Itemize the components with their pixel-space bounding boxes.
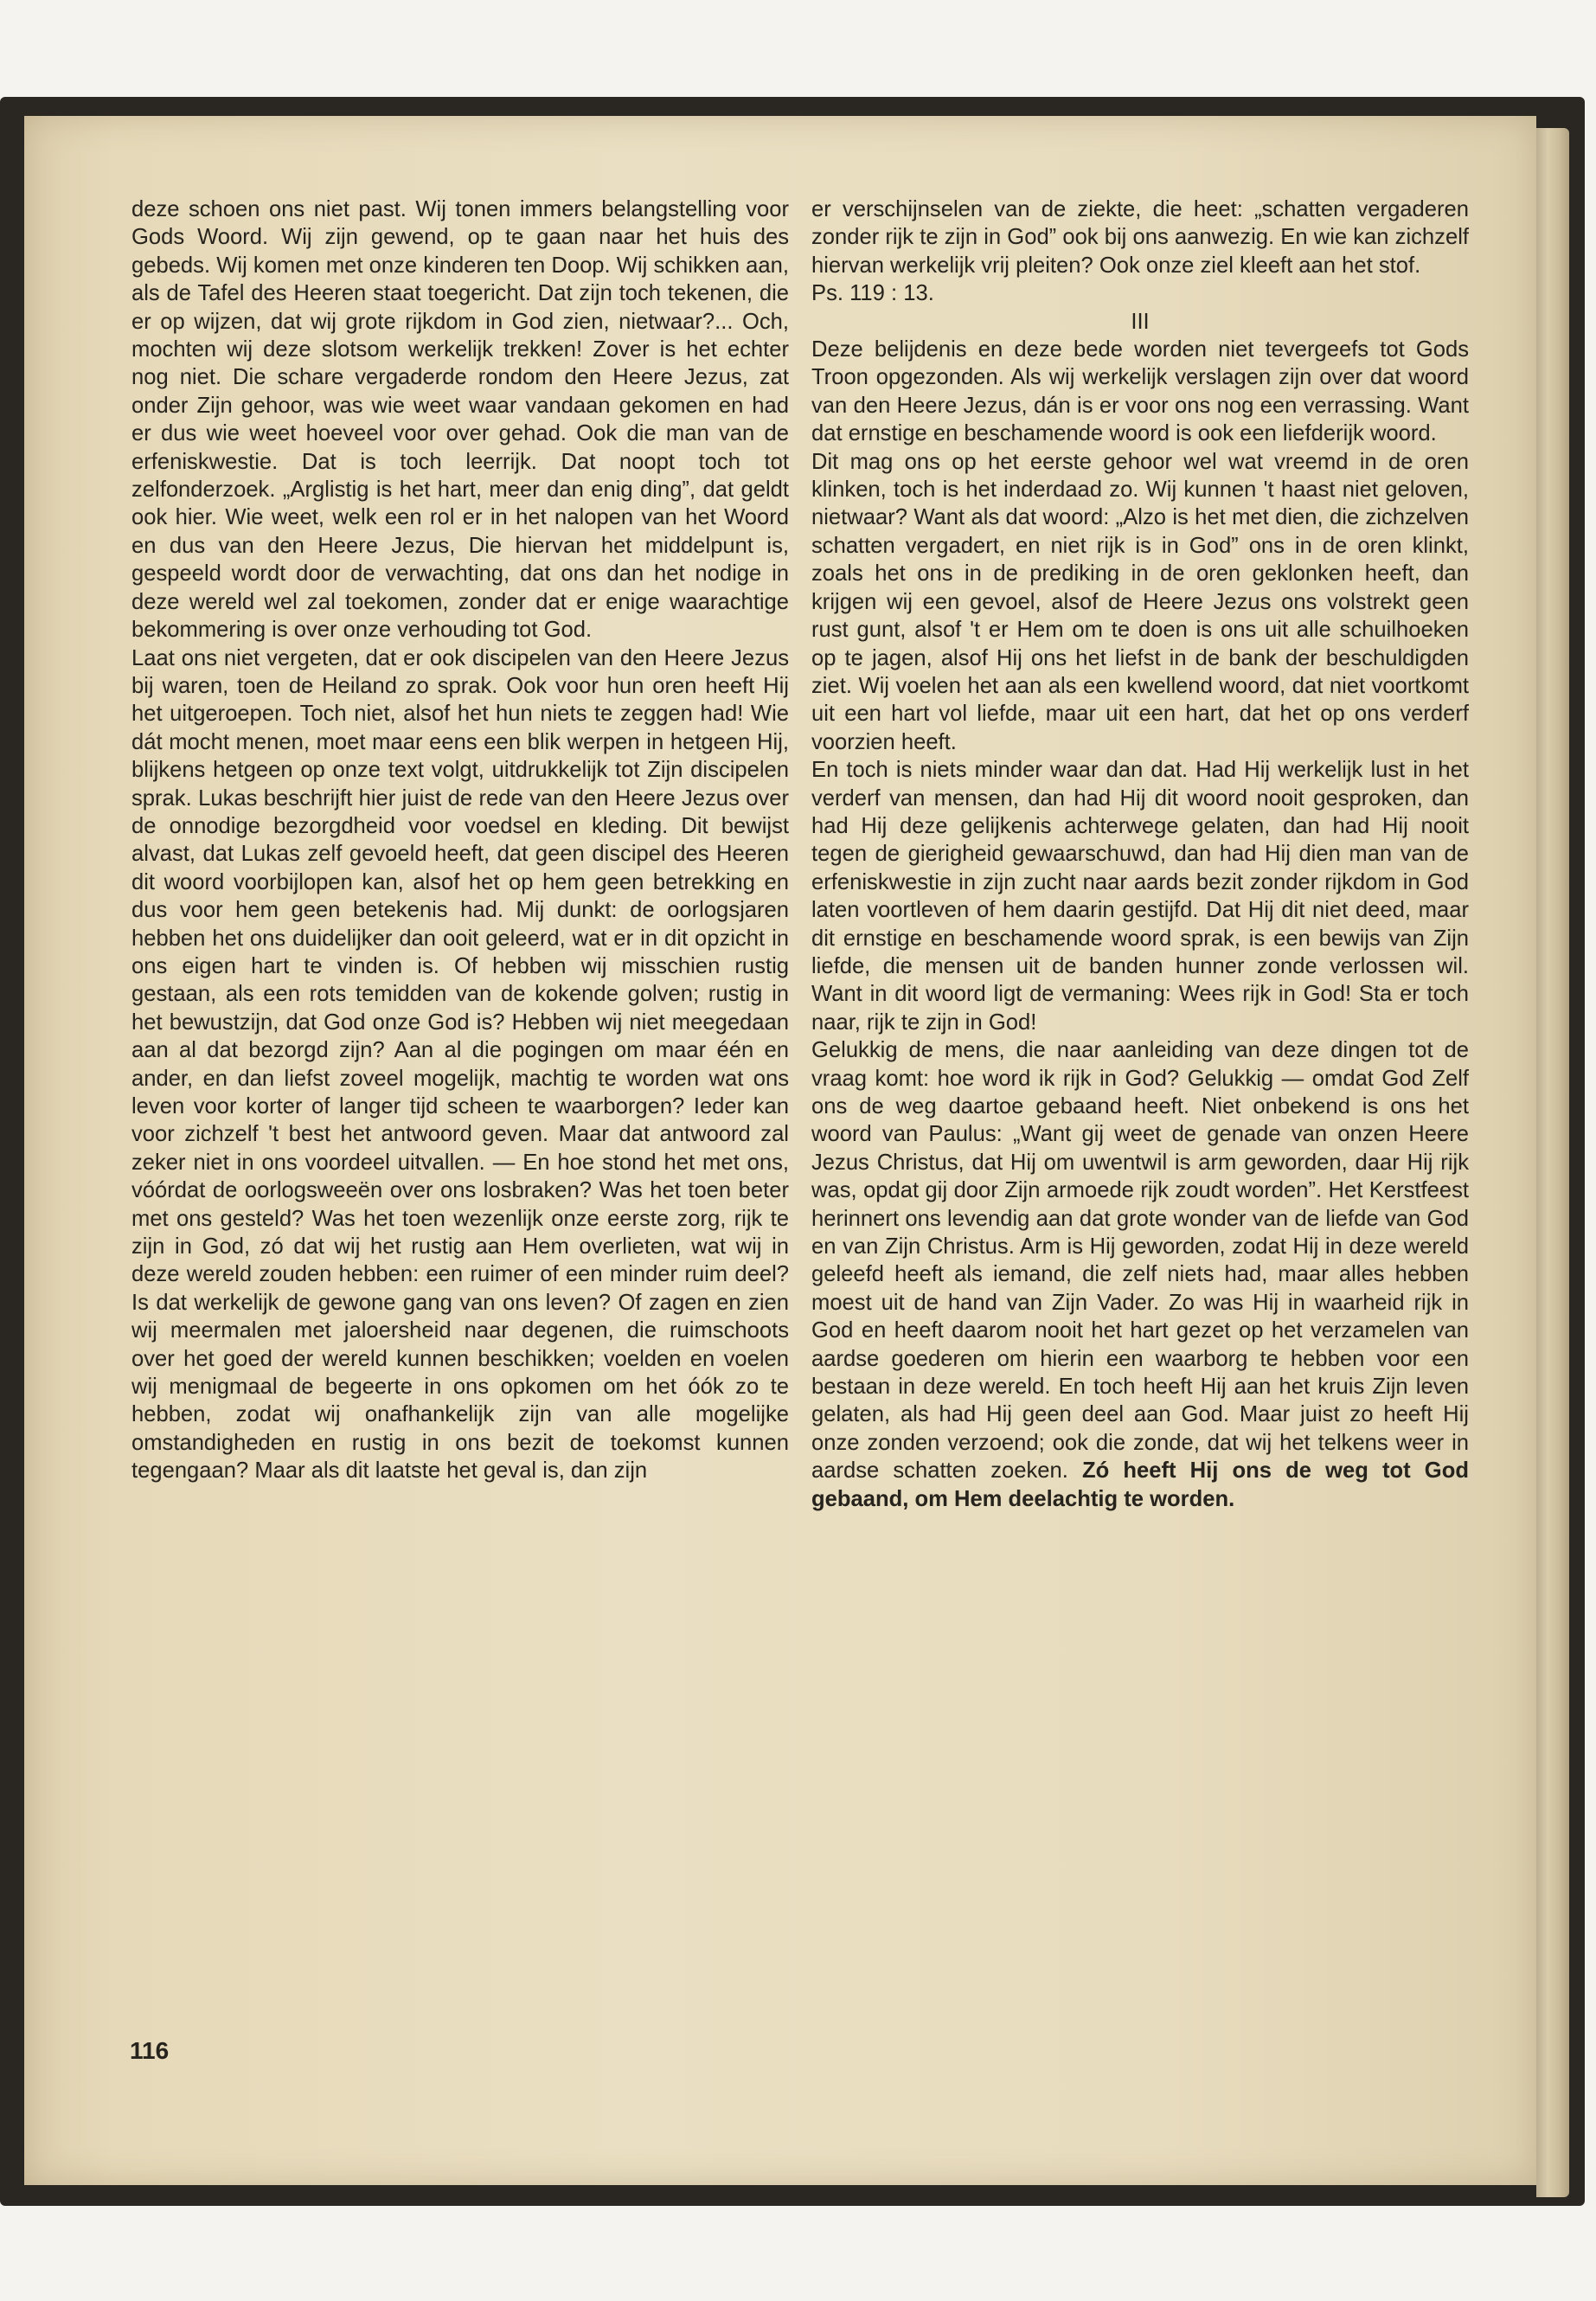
right-intro-text: er verschijnselen van de ziekte, die heet: „schatten vergaderen zonder rijk te zijn in God” ook bij ons aanwezig. En wie kan zichzelf hiervan werkelijk vrij pleiten? Ook onze ziel kleeft aan het stof.	[811, 197, 1469, 278]
right-paragraph-4: Gelukkig de mens, die naar aanleiding van deze dingen tot de vraag komt: hoe word ik rijk in God? Gelukkig — omdat God Zelf ons de weg daartoe gebaand heeft. Niet onbekend is ons het woord van Paulus: „Want gij weet de genade van onzen Heere Jezus Christus, dat Hij om uwentwil is arm geworden, daar Hij rijk was, opdat gij door Zijn armoede rijk zoudt worden”. Het Kerstfeest herinnert ons levendig aan dat grote wonder van de liefde van God en van Zijn Christus. Arm is Hij geworden, zodat Hij in deze wereld geleefd heeft als iemand, die zelf niets had, maar alles hebben moest uit de hand van Zijn Vader. Zo was Hij in waarheid rijk in God en heeft daarom nooit het hart gezet op het verzamelen van aardse goederen om hierin een waarborg te hebben voor een bestaan in deze wereld. En toch heeft Hij aan het kruis Zijn leven gelaten, als had Hij geen deel aan God. Maar juist zo heeft Hij onze zonden verzoend; ook die zonde, dat wij het telkens weer in aardse schatten zoeken.	[811, 1038, 1469, 1484]
left-paragraph-1: deze schoen ons niet past. Wij tonen immers belangstelling voor Gods Woord. Wij zijn gewend, op te gaan naar het huis des gebeds. Wij komen met onze kinderen ten Doop. Wij schikken aan, als de Tafel des Heeren staat toegericht. Dat zijn toch tekenen, die er op wijzen, dat wij grote rijkdom in God zien, nietwaar?... Och, mochten wij deze slotsom werkelijk trekken! Zover is het echter nog niet. Die schare vergaderde rondom den Heere Jezus, zat onder Zijn gehoor, was wie weet waar vandaan gekomen en had er dus wie weet hoeveel voor over gehad. Ook die man van de erfeniskwestie. Dat is toch leerrijk. Dat noopt toch tot zelfonderzoek. „Arglistig is het hart, meer dan enig ding”, dat geldt ook hier. Wie weet, welk een rol er in het nalopen van het Woord en dus van den Heere Jezus, Die hiervan het middelpunt is, gespeeld wordt door de verwachting, dat ons dan het nodige in deze wereld wel zal toekomen, zonder dat er enige waarachtige bekommering is over onze verhouding tot God.	[131, 197, 789, 643]
right-paragraph-4-container	[811, 1036, 1469, 1513]
right-text-column	[811, 195, 1469, 1513]
left-text-column	[131, 195, 789, 1485]
closing-bold-sentence: Zó heeft Hij ons de weg tot God gebaand, om Hem deelachtig te worden.	[811, 1458, 1469, 1511]
page-edge-right	[1536, 128, 1569, 2197]
right-paragraph-1: Deze belijdenis en deze bede worden niet tevergeefs tot Gods Troon opgezonden. Als wij werkelijk verslagen zijn over dat woord van den Heere Jezus, dán is er voor ons nog een verrassing. Want dat ernstige en beschamende woord is ook een liefderijk woord.	[811, 337, 1469, 446]
right-paragraph-3: En toch is niets minder waar dan dat. Had Hij werkelijk lust in het verderf van mensen, dan had Hij dit woord nooit gesproken, dan had Hij deze gelijkenis achterwege gelaten, dan had Hij nooit tegen de gierigheid gewaarschuwd, dan had Hij dien man van de erfeniskwestie in zijn zucht naar aards bezit zonder rijkdom in God laten voortleven of hem daarin gestijfd. Dat Hij dit niet deed, maar dit ernstige en beschamende woord sprak, is een bewijs van Zijn liefde, die mensen uit de banden hunner zonde verlossen wil. Want in dit woord ligt de vermaning: Wees rijk in God! Sta er toch naar, rijk te zijn in God!	[811, 758, 1469, 1035]
page-number: 116	[130, 2037, 170, 2064]
right-paragraph-2: Dit mag ons op het eerste gehoor wel wat vreemd in de oren klinken, toch is het inderdaad zo. Wij kunnen 't haast niet geloven, nietwaar? Want als dat woord: „Alzo is het met dien, die zichzelven schatten vergadert, en niet rijk is in God” ons in de oren klinkt, zoals het ons in de prediking in de oren geklonken heeft, dan krijgen wij een gevoel, alsof de Heere Jezus ons volstrekt geen rust gunt, alsof 't er Hem om te doen is ons uit alle schuilhoeken op te jagen, alsof Hij ons het liefst in de bank der beschuldigden ziet. Wij voelen het aan als een kwellend woord, dat niet voortkomt uit een hart vol liefde, maar uit een hart, dat het op ons verderf voorzien heeft.	[811, 449, 1469, 754]
right-intro-paragraph	[811, 195, 1469, 308]
section-number-heading: III	[1131, 309, 1150, 334]
psalm-reference: Ps. 119 : 13.	[811, 281, 934, 306]
left-paragraph-2: Laat ons niet vergeten, dat er ook discipelen van den Heere Jezus bij waren, toen de Heiland zo sprak. Ook voor hun oren heeft Hij het uitgeroepen. Toch niet, alsof het hun niets te zeggen had! Wie dát mocht menen, moet maar eens een blik werpen in hetgeen Hij, blijkens hetgeen op onze text volgt, uitdrukkelijk tot Zijn discipelen sprak. Lukas beschrijft hier juist de rede van den Heere Jezus over de onnodige bezorgdheid voor voedsel en kleding. Dit bewijst alvast, dat Lukas zelf gevoeld heeft, dat geen discipel des Heeren dit woord voorbijlopen kan, alsof het op hem geen betrekking en dus voor hem geen betekenis had. Mij dunkt: de oorlogsjaren hebben het ons duidelijker dan ooit geleerd, wat er in dit opzicht in ons eigen hart te vinden is. Of hebben wij misschien rustig gestaan, als een rots temidden van de kokende golven; rustig in het bewustzijn, dat God onze God is? Hebben wij niet meegedaan aan al dat bezorgd zijn? Aan al die pogingen om maar één en ander, en dan liefst zoveel mogelijk, machtig te worden wat ons leven voor korter of langer tijd scheen te waarborgen? Ieder kan voor zichzelf 't best het antwoord geven. Maar dat antwoord zal zeker niet in ons voordeel uitvallen. — En hoe stond het met ons, vóórdat de oorlogsweeën over ons losbraken? Was het toen beter met ons gesteld? Was het toen wezenlijk onze eerste zorg, rijk te zijn in God, zó dat wij het rustig aan Hem overlieten, wat wij in deze wereld zouden hebben: een ruimer of een minder ruim deel? Is dat werkelijk de gewone gang van ons leven? Of zagen en zien wij meermalen met jaloersheid naar degenen, die ruimschoots over het goed der wereld kunnen beschikken; voelden en voelen wij menigmaal de begeerte in ons opkomen om het óók zo te hebben, zodat wij onafhankelijk zijn van alle mogelijke omstandigheden en rustig in ons bezit de toekomst kunnen tegengaan? Maar als dit laatste het geval is, dan zijn	[131, 645, 789, 1484]
